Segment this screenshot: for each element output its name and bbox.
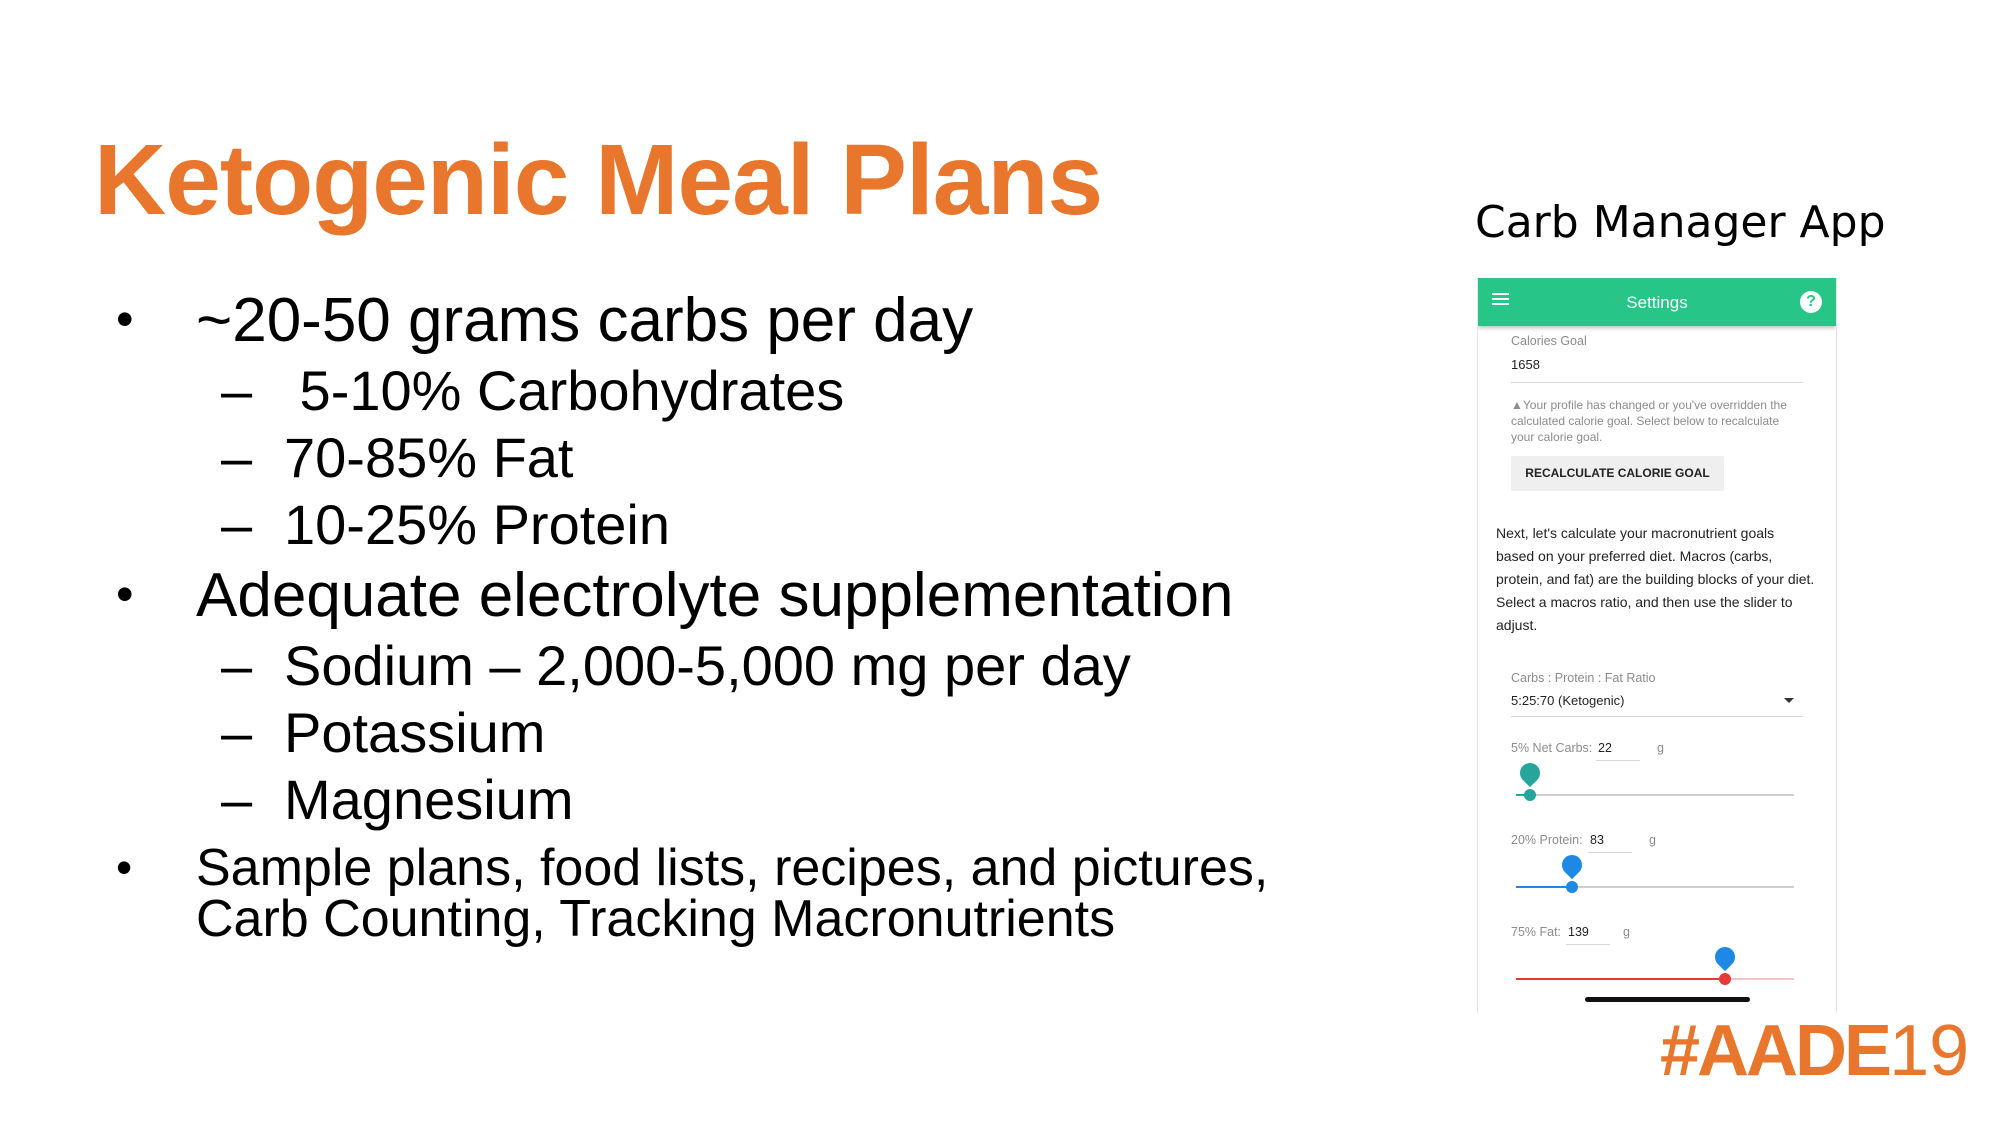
bullet-mark: • <box>116 291 134 347</box>
sub-bullet <box>221 701 546 764</box>
slider-fill <box>1516 886 1572 888</box>
sub-bullet <box>221 768 574 831</box>
slider-value-input[interactable]: 139 <box>1568 925 1589 939</box>
dash-mark: – <box>221 634 253 697</box>
bullet-text: Adequate electrolyte supplementation <box>196 561 1234 630</box>
slider-label: 20% Protein: <box>1511 833 1583 847</box>
slider-thumb[interactable] <box>1719 973 1731 985</box>
bullet-text: Sample plans, food lists, recipes, and pictures, <box>196 839 1269 897</box>
sub-bullet <box>221 426 574 489</box>
calories-goal-label: Calories Goal <box>1511 334 1587 348</box>
slider-thumb[interactable] <box>1524 789 1536 801</box>
sub-bullet-text: 10-25% Protein <box>284 493 671 556</box>
sub-bullet-text: Magnesium <box>284 768 574 831</box>
sub-bullet-text: Potassium <box>284 701 546 764</box>
slider-value-input[interactable]: 22 <box>1598 741 1612 755</box>
bullet-electrolytes <box>116 561 1234 630</box>
bullet-carbs <box>116 286 974 355</box>
help-icon[interactable]: ? <box>1800 291 1822 313</box>
dash-mark: – <box>221 493 253 556</box>
slider-unit: g <box>1649 833 1656 847</box>
ratio-select[interactable]: 5:25:70 (Ketogenic) <box>1511 693 1625 708</box>
field-underline <box>1588 852 1632 853</box>
slider-pin <box>1557 851 1585 879</box>
field-underline <box>1596 760 1640 761</box>
bullet-sample-plans <box>116 839 1269 897</box>
slider-pin <box>1516 759 1544 787</box>
app-caption: Carb Manager App <box>1475 197 1886 248</box>
slider-label: 75% Fat: <box>1511 925 1562 939</box>
chevron-down-icon[interactable] <box>1784 698 1794 703</box>
logo-number: 19 <box>1889 1011 1970 1091</box>
select-underline <box>1511 716 1803 717</box>
sub-bullet <box>221 493 671 556</box>
slider-unit: g <box>1623 925 1630 939</box>
slider-pin <box>1710 943 1738 971</box>
field-underline <box>1566 944 1610 945</box>
field-underline <box>1511 382 1803 383</box>
bullet-mark: • <box>116 841 133 893</box>
logo-text: #AADE <box>1660 1011 1890 1091</box>
ratio-label: Carbs : Protein : Fat Ratio <box>1511 671 1656 685</box>
dash-mark: – <box>221 701 253 764</box>
sub-bullet <box>221 634 1131 697</box>
bullet-text: ~20-50 grams carbs per day <box>196 286 974 355</box>
calories-goal-field[interactable]: 1658 <box>1511 357 1540 372</box>
sub-bullet-text: Sodium – 2,000-5,000 mg per day <box>284 634 1131 697</box>
recalculate-calorie-goal-button[interactable]: RECALCULATE CALORIE GOAL <box>1511 456 1724 491</box>
app-bar-title: Settings <box>1626 293 1688 312</box>
dash-mark: – <box>221 359 253 422</box>
slider-unit: g <box>1657 741 1664 755</box>
bullet-mark: • <box>116 566 134 622</box>
bullet-continuation: Carb Counting, Tracking Macronutrients <box>196 890 1116 948</box>
slider-value-input[interactable]: 83 <box>1590 833 1604 847</box>
profile-changed-note: ▲Your profile has changed or you've overridden the calculated calorie goal. Select below to recalculate your calorie goal. <box>1511 398 1787 444</box>
slider-label: 5% Net Carbs: <box>1511 741 1593 755</box>
sub-bullet-text: 70-85% Fat <box>284 426 574 489</box>
slider-track[interactable] <box>1516 794 1794 796</box>
slider-fill <box>1516 978 1725 980</box>
aade19-logo <box>1660 1011 1970 1091</box>
app-bar <box>1478 278 1836 326</box>
slider-thumb[interactable] <box>1566 881 1578 893</box>
dash-mark: – <box>221 768 253 831</box>
sub-bullet <box>221 359 845 422</box>
dash-mark: – <box>221 426 253 489</box>
sub-bullet-text: 5-10% Carbohydrates <box>284 359 845 422</box>
home-indicator <box>1585 997 1750 1002</box>
slide-title: Ketogenic Meal Plans <box>94 124 1103 236</box>
app-screenshot <box>1477 278 1837 1013</box>
macro-explanation: Next, let's calculate your macronutrient goals based on your preferred diet. Macros (carbs, protein, and fat) are the building blocks of your diet. Select a macros ratio, and then use the slider to adjust. <box>1496 525 1815 633</box>
